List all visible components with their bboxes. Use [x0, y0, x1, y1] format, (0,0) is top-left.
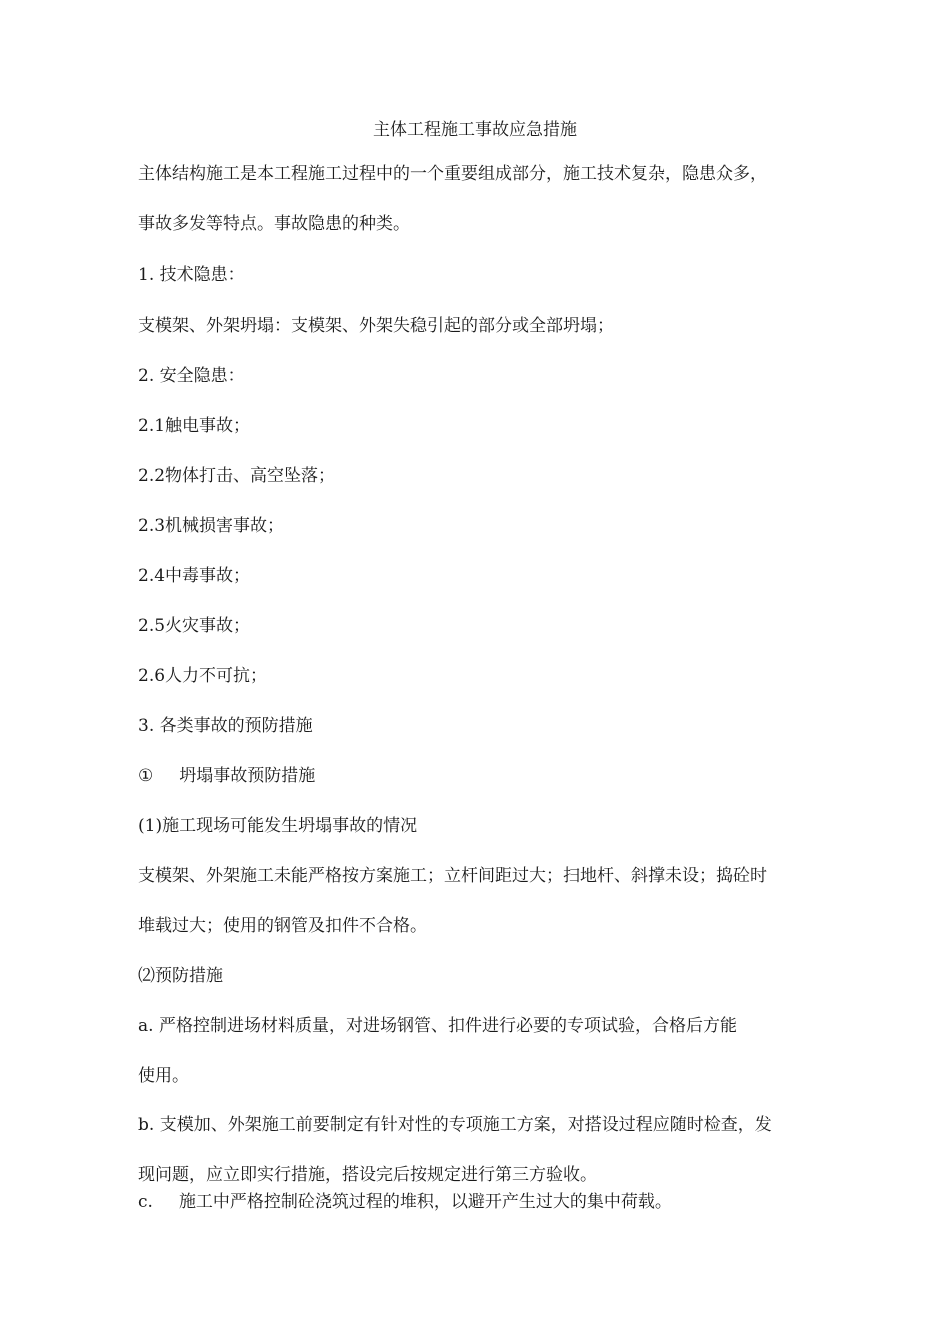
safety-item: 2.4中毒事故；	[138, 566, 251, 586]
intro-line-2: 事故多发等特点。事故隐患的种类。	[138, 214, 410, 234]
circled-number-marker: ①	[138, 766, 154, 786]
measure-c-text: 施工中严格控制砼浇筑过程的堆积，以避开产生过大的集中荷载。	[178, 1192, 672, 1212]
safety-item: 2.6人力不可抗；	[138, 666, 268, 686]
measure-a-line-1: a. 严格控制进场材料质量，对进场钢管、扣件进行必要的专项试验，合格后方能	[138, 1016, 737, 1036]
measure-c	[138, 1188, 672, 1216]
measure-b-line-1: b. 支模加、外架施工前要制定有针对性的专项施工方案，对搭设过程应随时检查，发	[138, 1115, 772, 1135]
technical-hazard-text: 支模架、外架坍塌：支模架、外架失稳引起的部分或全部坍塌；	[138, 316, 614, 336]
section-heading-prevention: 3. 各类事故的预防措施	[138, 716, 313, 736]
safety-item: 2.3机械损害事故；	[138, 516, 285, 536]
section-heading-technical: 1. 技术隐患：	[138, 265, 245, 285]
subsection-collapse	[138, 762, 315, 790]
paragraph-heading-measures: ⑵预防措施	[138, 966, 223, 986]
situations-line-2: 堆载过大；使用的钢管及扣件不合格。	[138, 916, 427, 936]
intro-line-1: 主体结构施工是本工程施工过程中的一个重要组成部分，施工技术复杂，隐患众多，	[138, 164, 767, 184]
page-title: 主体工程施工事故应急措施	[373, 120, 577, 140]
measure-b-line-2: 现问题，应立即实行措施，搭设完后按规定进行第三方验收。	[138, 1165, 597, 1185]
paragraph-heading-situations: (1)施工现场可能发生坍塌事故的情况	[138, 816, 418, 836]
subsection-collapse-text: 坍塌事故预防措施	[179, 766, 316, 786]
safety-item: 2.1触电事故；	[138, 416, 251, 436]
safety-item: 2.2物体打击、高空坠落；	[138, 466, 336, 486]
safety-item: 2.5火灾事故；	[138, 616, 251, 636]
measure-a-line-2: 使用。	[138, 1066, 189, 1086]
section-heading-safety: 2. 安全隐患：	[138, 366, 245, 386]
situations-line-1: 支模架、外架施工未能严格按方案施工；立杆间距过大；扫地杆、斜撑未设；捣砼时	[138, 866, 767, 886]
measure-c-marker: c.	[138, 1192, 153, 1212]
